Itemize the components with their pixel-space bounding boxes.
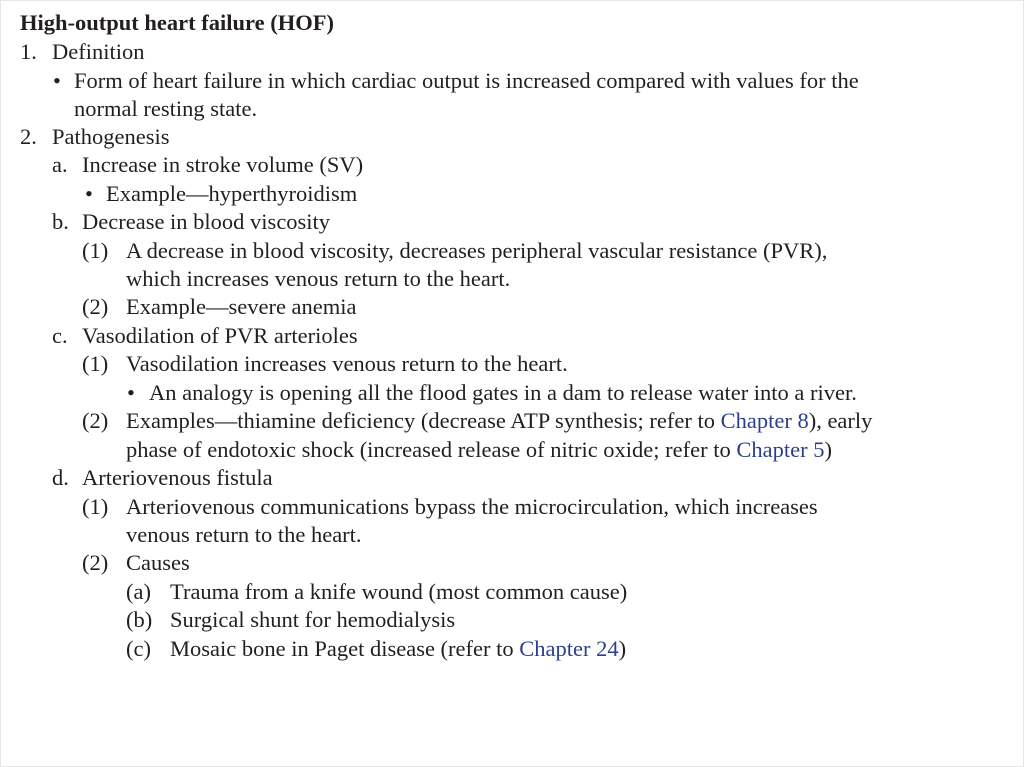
subsection-heading: Arteriovenous fistula — [82, 465, 273, 490]
item-text: Example—severe anemia — [126, 294, 357, 319]
subsection-a-bullet-line — [85, 180, 357, 208]
cause-text: Trauma from a knife wound (most common cause) — [170, 579, 628, 604]
item-number: (2) — [82, 550, 109, 575]
section-number: 1. — [20, 39, 37, 64]
section-heading: Pathogenesis — [52, 124, 170, 149]
subsection-heading: Increase in stroke volume (SV) — [82, 152, 364, 177]
item-text: phase of endotoxic shock (increased release of nitric oxide; refer to — [126, 437, 737, 462]
chapter-5-link[interactable]: Chapter 5 — [736, 437, 825, 462]
item-number: (2) — [82, 408, 109, 433]
item-text: Vasodilation increases venous return to the heart. — [126, 351, 568, 376]
subsection-letter: c. — [52, 323, 68, 348]
subsection-letter: d. — [52, 465, 69, 490]
item-text: A decrease in blood viscosity, decreases peripheral vascular resistance (PVR), — [126, 238, 828, 263]
item-text: ) — [824, 437, 832, 462]
subsection-letter: a. — [52, 152, 68, 177]
definition-text: Form of heart failure in which cardiac output is increased compared with values for the — [74, 68, 859, 93]
section-number: 2. — [20, 124, 37, 149]
analogy-text: An analogy is opening all the flood gates in a dam to release water into a river. — [149, 380, 857, 405]
item-number: (1) — [82, 494, 109, 519]
subsection-heading: Vasodilation of PVR arterioles — [82, 323, 358, 348]
definition-bullet-line — [53, 67, 859, 95]
subsection-d-item-1-continued: venous return to the heart. — [126, 522, 362, 547]
cause-letter: (b) — [126, 607, 153, 632]
item-number: (1) — [82, 238, 109, 263]
section-heading: Definition — [52, 39, 145, 64]
chapter-24-link[interactable]: Chapter 24 — [519, 636, 619, 661]
bullet-icon: • — [53, 68, 61, 93]
section-pathogenesis — [20, 123, 170, 151]
subsection-d-item-2 — [82, 549, 190, 577]
bullet-icon: • — [85, 181, 93, 206]
cause-item-a — [126, 578, 627, 606]
cause-item-c — [126, 635, 626, 663]
item-text: ), early — [808, 408, 873, 433]
subsection-c-bullet-line — [127, 379, 857, 407]
definition-text-continued: normal resting state. — [74, 96, 258, 121]
subsection-d — [52, 464, 273, 492]
cause-item-b — [126, 606, 455, 634]
subsection-b-item-1 — [82, 237, 827, 265]
bullet-icon: • — [127, 380, 135, 405]
item-number: (2) — [82, 294, 109, 319]
subsection-a — [52, 151, 363, 179]
cause-text: Mosaic bone in Paget disease (refer to — [170, 636, 520, 661]
subsection-heading: Decrease in blood viscosity — [82, 209, 331, 234]
subsection-c-item-2 — [82, 407, 872, 435]
cause-letter: (c) — [126, 636, 151, 661]
section-definition — [20, 38, 144, 66]
item-text: Causes — [126, 550, 190, 575]
subsection-d-item-1 — [82, 493, 818, 521]
chapter-8-link[interactable]: Chapter 8 — [720, 408, 809, 433]
page-title: High-output heart failure (HOF) — [20, 10, 334, 35]
item-number: (1) — [82, 351, 109, 376]
subsection-letter: b. — [52, 209, 69, 234]
subsection-c — [52, 322, 358, 350]
cause-letter: (a) — [126, 579, 151, 604]
subsection-b-item-2 — [82, 293, 357, 321]
item-text: Arteriovenous communications bypass the microcirculation, which increases — [126, 494, 818, 519]
subsection-c-item-1 — [82, 350, 568, 378]
cause-text: Surgical shunt for hemodialysis — [170, 607, 456, 632]
subsection-b-item-1-continued: which increases venous return to the heart. — [126, 266, 511, 291]
cause-text: ) — [618, 636, 627, 661]
example-text: Example—hyperthyroidism — [106, 181, 358, 206]
item-text: Examples—thiamine deficiency (decrease ATP synthesis; refer to — [126, 408, 721, 433]
subsection-b — [52, 208, 330, 236]
subsection-c-item-2-continued — [126, 436, 832, 464]
